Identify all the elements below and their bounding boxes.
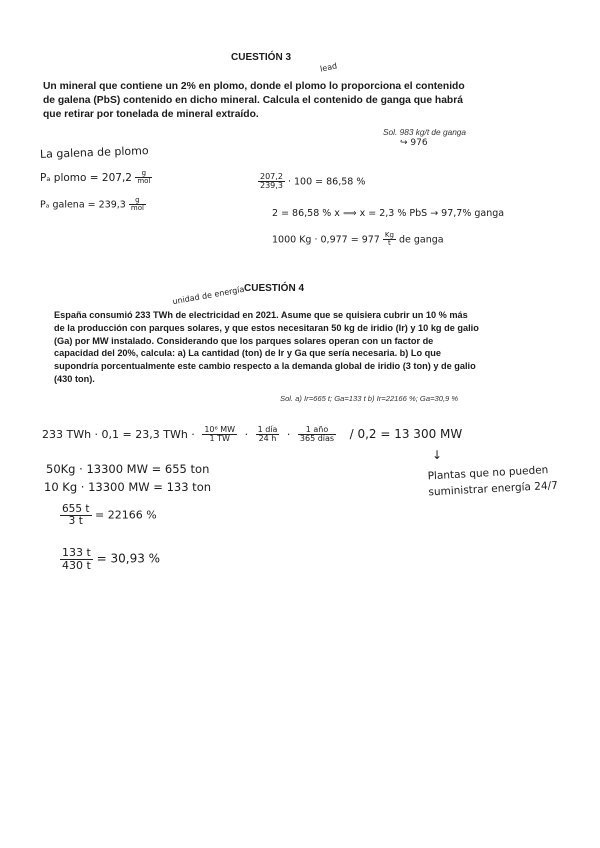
fraction-numerator: g	[135, 170, 152, 178]
statement-line: (Ga) por MW instalado. Considerando que los parques solares operan con un factor de	[54, 335, 434, 346]
ratio-fraction	[60, 547, 93, 571]
work-text: Pₐ plomo = 207,2	[40, 171, 132, 184]
side-note-line: Plantas que no pueden	[427, 464, 549, 483]
work-galena-label: La galena de plomo	[39, 144, 149, 161]
down-arrow-icon: ↓	[432, 448, 443, 462]
fraction-denominator: mol	[137, 177, 151, 186]
statement-line: Un mineral que contiene un 2% en plomo, donde el plomo lo proporciona el contenido	[43, 81, 465, 92]
fraction-numerator: 655 t	[62, 503, 90, 515]
fraction-numerator: g	[129, 197, 146, 205]
fraction-denominator: 3 t	[68, 515, 83, 528]
fraction-denominator: 24 h	[258, 434, 277, 444]
statement-line: España consumió 233 TWh de electricidad en 2021. Asume que se quisiera cubrir un 10 % más	[54, 310, 468, 320]
annotation-energy-unit: unidad de energía	[171, 284, 246, 307]
fraction-numerator: 10⁶ MW	[204, 425, 236, 434]
work-side-note	[427, 462, 558, 501]
unit-fraction	[383, 232, 396, 248]
work-iridium-percentage	[60, 504, 157, 527]
fraction-denominator: 430 t	[62, 558, 91, 572]
question-3-statement	[43, 80, 498, 122]
question-3-solution: Sol. 983 kg/t de ganga	[383, 127, 467, 137]
statement-line: de galena (PbS) contenido en dicho mineral. Calcula el contenido de ganga que habrá	[43, 95, 463, 106]
work-text: = 30,93 %	[96, 551, 161, 566]
fraction-numerator: 1 año	[298, 426, 336, 435]
fraction-numerator: 1 día	[257, 425, 278, 434]
question-3-heading: CUESTIÓN 3	[231, 52, 292, 63]
work-ganga-mass	[272, 232, 444, 248]
fraction-denominator: 239,3	[260, 181, 283, 191]
ratio-fraction	[258, 173, 285, 191]
fraction-denominator: 1 TW	[209, 434, 230, 444]
work-iridium-mass: 50Kg · 13300 MW = 655 ton	[46, 462, 210, 476]
statement-line: capacidad del 20%, calcula: a) La cantidad (ton) de Ir y Ga que sería necesaria. b) Lo que	[54, 348, 442, 359]
multiply-sign: ·	[244, 427, 249, 441]
work-lead-molar-mass	[40, 170, 152, 186]
work-gallium-mass: 10 Kg · 13300 MW = 133 ton	[44, 480, 212, 494]
work-text: Pₐ galena = 239,3	[40, 199, 126, 211]
ratio-fraction	[60, 504, 92, 527]
work-text: 1000 Kg · 0,977 = 977	[272, 234, 380, 246]
statement-line: de la producción con parques solares, y que estos necesitaran 50 kg de iridio (Ir) y 10 kg de galio	[54, 322, 479, 333]
work-text: = 22166 %	[95, 508, 157, 522]
work-galena-molar-mass	[40, 197, 146, 213]
correction-value: 976	[410, 138, 428, 148]
conversion-fraction	[298, 426, 336, 444]
question-3-solution-correction	[400, 138, 428, 148]
fraction-denominator: mol	[130, 204, 144, 213]
statement-line: que retirar por tonelada de mineral extraído.	[43, 109, 259, 120]
statement-line: (430 ton).	[54, 373, 95, 384]
fraction-numerator: 207,2	[260, 172, 283, 181]
conversion-fraction	[202, 426, 237, 444]
work-text: · 100 = 86,58 %	[287, 176, 366, 188]
unit-fraction	[135, 170, 152, 186]
fraction-numerator: 133 t	[62, 546, 91, 559]
question-4-heading: CUESTIÓN 4	[244, 283, 305, 294]
question-4-solution: Sol. a) Ir=665 t; Ga=133 t b) Ir=22166 %; Ga=30,9 %	[280, 394, 459, 403]
work-percentage-calc	[258, 173, 365, 191]
work-text: de ganga	[398, 234, 444, 246]
conversion-fraction	[256, 426, 280, 444]
annotation-lead: lead	[319, 61, 338, 74]
fraction-denominator: 365 días	[299, 434, 335, 444]
side-note-line: suministrar energía 24/7	[428, 479, 559, 499]
unit-fraction	[129, 197, 146, 213]
multiply-sign: ·	[286, 427, 291, 441]
statement-line: supondría porcentualmente este cambio respecto a la demanda global de iridio (3 ton) y de galio	[54, 361, 476, 372]
work-ganga-percentage: 2 = 86,58 % x ⟹ x = 2,3 % PbS → 97,7% ganga	[272, 208, 505, 219]
fraction-numerator: Kg	[384, 231, 394, 239]
work-power-calc	[42, 426, 462, 444]
arrow-icon: ↪	[400, 138, 408, 148]
fraction-denominator: t	[388, 239, 391, 248]
question-4-statement	[54, 309, 496, 386]
work-gallium-percentage	[60, 547, 160, 571]
work-text: / 0,2 = 13 300 MW	[349, 426, 463, 441]
work-text: 233 TWh · 0,1 = 23,3 TWh ·	[42, 427, 195, 441]
